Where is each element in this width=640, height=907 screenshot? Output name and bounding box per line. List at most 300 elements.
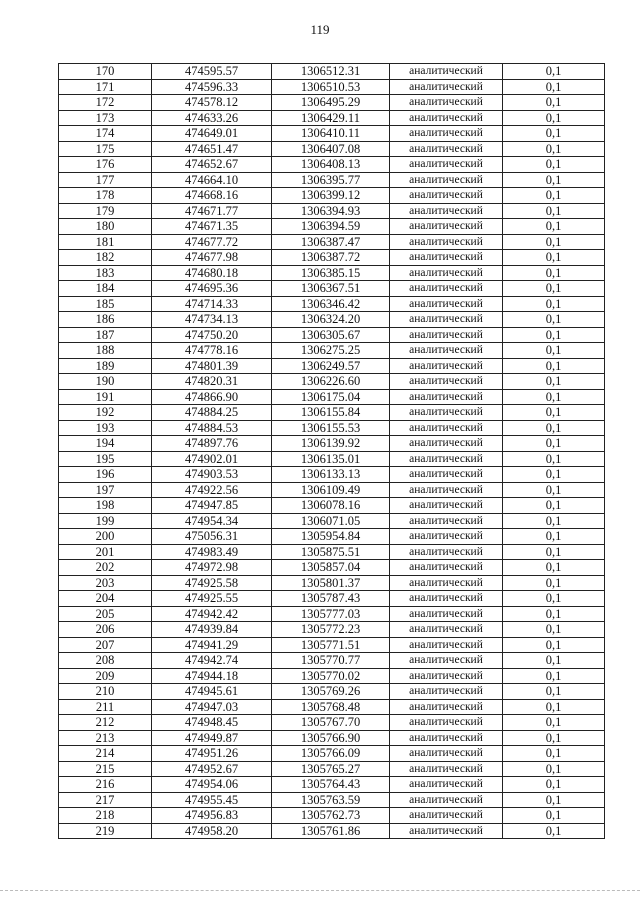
accuracy-cell: 0,1 xyxy=(503,792,605,808)
point-number-cell: 213 xyxy=(59,730,152,746)
x-coordinate-cell: 474595.57 xyxy=(152,64,272,80)
y-coordinate-cell: 1306410.11 xyxy=(272,126,390,142)
method-cell: аналитический xyxy=(390,343,503,359)
table-row xyxy=(59,126,605,142)
point-number-cell: 206 xyxy=(59,622,152,638)
y-coordinate-cell: 1306305.67 xyxy=(272,327,390,343)
x-coordinate-cell: 474578.12 xyxy=(152,95,272,111)
accuracy-cell: 0,1 xyxy=(503,622,605,638)
point-number-cell: 212 xyxy=(59,715,152,731)
method-cell: аналитический xyxy=(390,482,503,498)
x-coordinate-cell: 474596.33 xyxy=(152,79,272,95)
point-number-cell: 205 xyxy=(59,606,152,622)
y-coordinate-cell: 1305857.04 xyxy=(272,560,390,576)
point-number-cell: 189 xyxy=(59,358,152,374)
x-coordinate-cell: 474954.34 xyxy=(152,513,272,529)
x-coordinate-cell: 474941.29 xyxy=(152,637,272,653)
point-number-cell: 174 xyxy=(59,126,152,142)
method-cell: аналитический xyxy=(390,389,503,405)
accuracy-cell: 0,1 xyxy=(503,529,605,545)
table-row xyxy=(59,730,605,746)
method-cell: аналитический xyxy=(390,141,503,157)
accuracy-cell: 0,1 xyxy=(503,498,605,514)
x-coordinate-cell: 474671.77 xyxy=(152,203,272,219)
y-coordinate-cell: 1306394.93 xyxy=(272,203,390,219)
accuracy-cell: 0,1 xyxy=(503,79,605,95)
y-coordinate-cell: 1306395.77 xyxy=(272,172,390,188)
accuracy-cell: 0,1 xyxy=(503,157,605,173)
point-number-cell: 177 xyxy=(59,172,152,188)
y-coordinate-cell: 1305875.51 xyxy=(272,544,390,560)
accuracy-cell: 0,1 xyxy=(503,575,605,591)
table-row xyxy=(59,203,605,219)
point-number-cell: 218 xyxy=(59,808,152,824)
y-coordinate-cell: 1306078.16 xyxy=(272,498,390,514)
method-cell: аналитический xyxy=(390,374,503,390)
point-number-cell: 211 xyxy=(59,699,152,715)
y-coordinate-cell: 1305765.27 xyxy=(272,761,390,777)
method-cell: аналитический xyxy=(390,296,503,312)
method-cell: аналитический xyxy=(390,64,503,80)
point-number-cell: 209 xyxy=(59,668,152,684)
accuracy-cell: 0,1 xyxy=(503,467,605,483)
method-cell: аналитический xyxy=(390,281,503,297)
accuracy-cell: 0,1 xyxy=(503,343,605,359)
accuracy-cell: 0,1 xyxy=(503,203,605,219)
x-coordinate-cell: 474948.45 xyxy=(152,715,272,731)
table-row xyxy=(59,141,605,157)
y-coordinate-cell: 1306512.31 xyxy=(272,64,390,80)
method-cell: аналитический xyxy=(390,544,503,560)
accuracy-cell: 0,1 xyxy=(503,451,605,467)
x-coordinate-cell: 474922.56 xyxy=(152,482,272,498)
point-number-cell: 191 xyxy=(59,389,152,405)
y-coordinate-cell: 1305769.26 xyxy=(272,684,390,700)
method-cell: аналитический xyxy=(390,405,503,421)
table-row xyxy=(59,668,605,684)
method-cell: аналитический xyxy=(390,172,503,188)
accuracy-cell: 0,1 xyxy=(503,591,605,607)
x-coordinate-cell: 474972.98 xyxy=(152,560,272,576)
accuracy-cell: 0,1 xyxy=(503,219,605,235)
method-cell: аналитический xyxy=(390,126,503,142)
accuracy-cell: 0,1 xyxy=(503,544,605,560)
point-number-cell: 193 xyxy=(59,420,152,436)
coordinates-table xyxy=(58,63,605,839)
x-coordinate-cell: 474884.25 xyxy=(152,405,272,421)
x-coordinate-cell: 474903.53 xyxy=(152,467,272,483)
y-coordinate-cell: 1305770.77 xyxy=(272,653,390,669)
table-row xyxy=(59,374,605,390)
method-cell: аналитический xyxy=(390,157,503,173)
accuracy-cell: 0,1 xyxy=(503,188,605,204)
accuracy-cell: 0,1 xyxy=(503,730,605,746)
accuracy-cell: 0,1 xyxy=(503,141,605,157)
table-row xyxy=(59,560,605,576)
x-coordinate-cell: 474939.84 xyxy=(152,622,272,638)
point-number-cell: 194 xyxy=(59,436,152,452)
y-coordinate-cell: 1305772.23 xyxy=(272,622,390,638)
accuracy-cell: 0,1 xyxy=(503,234,605,250)
table-row xyxy=(59,575,605,591)
table-row xyxy=(59,777,605,793)
method-cell: аналитический xyxy=(390,823,503,839)
x-coordinate-cell: 474820.31 xyxy=(152,374,272,390)
y-coordinate-cell: 1306495.29 xyxy=(272,95,390,111)
y-coordinate-cell: 1305766.09 xyxy=(272,746,390,762)
y-coordinate-cell: 1306385.15 xyxy=(272,265,390,281)
accuracy-cell: 0,1 xyxy=(503,436,605,452)
y-coordinate-cell: 1306346.42 xyxy=(272,296,390,312)
point-number-cell: 201 xyxy=(59,544,152,560)
table-row xyxy=(59,436,605,452)
method-cell: аналитический xyxy=(390,792,503,808)
accuracy-cell: 0,1 xyxy=(503,761,605,777)
accuracy-cell: 0,1 xyxy=(503,420,605,436)
x-coordinate-cell: 474955.45 xyxy=(152,792,272,808)
accuracy-cell: 0,1 xyxy=(503,637,605,653)
accuracy-cell: 0,1 xyxy=(503,64,605,80)
accuracy-cell: 0,1 xyxy=(503,513,605,529)
y-coordinate-cell: 1305761.86 xyxy=(272,823,390,839)
y-coordinate-cell: 1306407.08 xyxy=(272,141,390,157)
method-cell: аналитический xyxy=(390,358,503,374)
table-row xyxy=(59,823,605,839)
accuracy-cell: 0,1 xyxy=(503,746,605,762)
x-coordinate-cell: 474651.47 xyxy=(152,141,272,157)
table-row xyxy=(59,808,605,824)
table-row xyxy=(59,219,605,235)
table-row xyxy=(59,172,605,188)
method-cell: аналитический xyxy=(390,234,503,250)
table-row xyxy=(59,513,605,529)
point-number-cell: 185 xyxy=(59,296,152,312)
point-number-cell: 197 xyxy=(59,482,152,498)
x-coordinate-cell: 475056.31 xyxy=(152,529,272,545)
table-row xyxy=(59,343,605,359)
y-coordinate-cell: 1306275.25 xyxy=(272,343,390,359)
table-row xyxy=(59,110,605,126)
method-cell: аналитический xyxy=(390,808,503,824)
y-coordinate-cell: 1305787.43 xyxy=(272,591,390,607)
table-row xyxy=(59,157,605,173)
table-row xyxy=(59,389,605,405)
y-coordinate-cell: 1306175.04 xyxy=(272,389,390,405)
method-cell: аналитический xyxy=(390,79,503,95)
accuracy-cell: 0,1 xyxy=(503,281,605,297)
y-coordinate-cell: 1306510.53 xyxy=(272,79,390,95)
accuracy-cell: 0,1 xyxy=(503,296,605,312)
method-cell: аналитический xyxy=(390,653,503,669)
point-number-cell: 176 xyxy=(59,157,152,173)
x-coordinate-cell: 474778.16 xyxy=(152,343,272,359)
point-number-cell: 182 xyxy=(59,250,152,266)
accuracy-cell: 0,1 xyxy=(503,126,605,142)
x-coordinate-cell: 474750.20 xyxy=(152,327,272,343)
method-cell: аналитический xyxy=(390,715,503,731)
point-number-cell: 192 xyxy=(59,405,152,421)
y-coordinate-cell: 1305801.37 xyxy=(272,575,390,591)
accuracy-cell: 0,1 xyxy=(503,374,605,390)
x-coordinate-cell: 474958.20 xyxy=(152,823,272,839)
x-coordinate-cell: 474677.72 xyxy=(152,234,272,250)
table-row xyxy=(59,529,605,545)
y-coordinate-cell: 1306109.49 xyxy=(272,482,390,498)
table-row xyxy=(59,761,605,777)
method-cell: аналитический xyxy=(390,637,503,653)
point-number-cell: 202 xyxy=(59,560,152,576)
method-cell: аналитический xyxy=(390,250,503,266)
table-row xyxy=(59,420,605,436)
table-row xyxy=(59,746,605,762)
point-number-cell: 219 xyxy=(59,823,152,839)
accuracy-cell: 0,1 xyxy=(503,482,605,498)
y-coordinate-cell: 1306133.13 xyxy=(272,467,390,483)
table-row xyxy=(59,358,605,374)
table-row xyxy=(59,498,605,514)
point-number-cell: 196 xyxy=(59,467,152,483)
y-coordinate-cell: 1306429.11 xyxy=(272,110,390,126)
point-number-cell: 190 xyxy=(59,374,152,390)
accuracy-cell: 0,1 xyxy=(503,405,605,421)
point-number-cell: 184 xyxy=(59,281,152,297)
x-coordinate-cell: 474633.26 xyxy=(152,110,272,126)
x-coordinate-cell: 474671.35 xyxy=(152,219,272,235)
table-row xyxy=(59,234,605,250)
y-coordinate-cell: 1306387.72 xyxy=(272,250,390,266)
point-number-cell: 216 xyxy=(59,777,152,793)
x-coordinate-cell: 474947.03 xyxy=(152,699,272,715)
table-row xyxy=(59,451,605,467)
table-row xyxy=(59,482,605,498)
method-cell: аналитический xyxy=(390,761,503,777)
y-coordinate-cell: 1305770.02 xyxy=(272,668,390,684)
y-coordinate-cell: 1305763.59 xyxy=(272,792,390,808)
y-coordinate-cell: 1305764.43 xyxy=(272,777,390,793)
accuracy-cell: 0,1 xyxy=(503,358,605,374)
x-coordinate-cell: 474680.18 xyxy=(152,265,272,281)
point-number-cell: 198 xyxy=(59,498,152,514)
table-row xyxy=(59,296,605,312)
table-row xyxy=(59,327,605,343)
y-coordinate-cell: 1305954.84 xyxy=(272,529,390,545)
point-number-cell: 183 xyxy=(59,265,152,281)
y-coordinate-cell: 1305768.48 xyxy=(272,699,390,715)
accuracy-cell: 0,1 xyxy=(503,312,605,328)
y-coordinate-cell: 1306408.13 xyxy=(272,157,390,173)
table-row xyxy=(59,312,605,328)
y-coordinate-cell: 1306155.53 xyxy=(272,420,390,436)
accuracy-cell: 0,1 xyxy=(503,808,605,824)
point-number-cell: 200 xyxy=(59,529,152,545)
y-coordinate-cell: 1306367.51 xyxy=(272,281,390,297)
method-cell: аналитический xyxy=(390,575,503,591)
point-number-cell: 188 xyxy=(59,343,152,359)
table-row xyxy=(59,637,605,653)
y-coordinate-cell: 1306249.57 xyxy=(272,358,390,374)
point-number-cell: 173 xyxy=(59,110,152,126)
x-coordinate-cell: 474952.67 xyxy=(152,761,272,777)
x-coordinate-cell: 474954.06 xyxy=(152,777,272,793)
y-coordinate-cell: 1305777.03 xyxy=(272,606,390,622)
method-cell: аналитический xyxy=(390,668,503,684)
x-coordinate-cell: 474902.01 xyxy=(152,451,272,467)
point-number-cell: 217 xyxy=(59,792,152,808)
x-coordinate-cell: 474944.18 xyxy=(152,668,272,684)
method-cell: аналитический xyxy=(390,420,503,436)
point-number-cell: 207 xyxy=(59,637,152,653)
method-cell: аналитический xyxy=(390,513,503,529)
accuracy-cell: 0,1 xyxy=(503,699,605,715)
table-row xyxy=(59,405,605,421)
accuracy-cell: 0,1 xyxy=(503,653,605,669)
accuracy-cell: 0,1 xyxy=(503,777,605,793)
page-bottom-rule xyxy=(0,890,640,891)
method-cell: аналитический xyxy=(390,746,503,762)
accuracy-cell: 0,1 xyxy=(503,668,605,684)
table-row xyxy=(59,684,605,700)
accuracy-cell: 0,1 xyxy=(503,715,605,731)
y-coordinate-cell: 1306387.47 xyxy=(272,234,390,250)
page-number: 119 xyxy=(310,22,330,37)
x-coordinate-cell: 474897.76 xyxy=(152,436,272,452)
x-coordinate-cell: 474956.83 xyxy=(152,808,272,824)
table-row xyxy=(59,792,605,808)
method-cell: аналитический xyxy=(390,498,503,514)
table-row xyxy=(59,653,605,669)
point-number-cell: 187 xyxy=(59,327,152,343)
y-coordinate-cell: 1306226.60 xyxy=(272,374,390,390)
table-row xyxy=(59,467,605,483)
x-coordinate-cell: 474983.49 xyxy=(152,544,272,560)
point-number-cell: 180 xyxy=(59,219,152,235)
accuracy-cell: 0,1 xyxy=(503,389,605,405)
point-number-cell: 179 xyxy=(59,203,152,219)
point-number-cell: 181 xyxy=(59,234,152,250)
point-number-cell: 208 xyxy=(59,653,152,669)
point-number-cell: 215 xyxy=(59,761,152,777)
y-coordinate-cell: 1306399.12 xyxy=(272,188,390,204)
point-number-cell: 171 xyxy=(59,79,152,95)
point-number-cell: 203 xyxy=(59,575,152,591)
x-coordinate-cell: 474668.16 xyxy=(152,188,272,204)
x-coordinate-cell: 474649.01 xyxy=(152,126,272,142)
x-coordinate-cell: 474942.74 xyxy=(152,653,272,669)
x-coordinate-cell: 474652.67 xyxy=(152,157,272,173)
point-number-cell: 172 xyxy=(59,95,152,111)
method-cell: аналитический xyxy=(390,699,503,715)
method-cell: аналитический xyxy=(390,684,503,700)
method-cell: аналитический xyxy=(390,467,503,483)
method-cell: аналитический xyxy=(390,436,503,452)
y-coordinate-cell: 1306324.20 xyxy=(272,312,390,328)
table-row xyxy=(59,79,605,95)
y-coordinate-cell: 1305771.51 xyxy=(272,637,390,653)
table-row xyxy=(59,622,605,638)
x-coordinate-cell: 474951.26 xyxy=(152,746,272,762)
method-cell: аналитический xyxy=(390,622,503,638)
accuracy-cell: 0,1 xyxy=(503,560,605,576)
method-cell: аналитический xyxy=(390,95,503,111)
method-cell: аналитический xyxy=(390,777,503,793)
method-cell: аналитический xyxy=(390,265,503,281)
y-coordinate-cell: 1305767.70 xyxy=(272,715,390,731)
point-number-cell: 210 xyxy=(59,684,152,700)
accuracy-cell: 0,1 xyxy=(503,606,605,622)
y-coordinate-cell: 1305766.90 xyxy=(272,730,390,746)
table-row xyxy=(59,64,605,80)
point-number-cell: 199 xyxy=(59,513,152,529)
accuracy-cell: 0,1 xyxy=(503,327,605,343)
method-cell: аналитический xyxy=(390,560,503,576)
y-coordinate-cell: 1306135.01 xyxy=(272,451,390,467)
x-coordinate-cell: 474695.36 xyxy=(152,281,272,297)
method-cell: аналитический xyxy=(390,312,503,328)
y-coordinate-cell: 1306155.84 xyxy=(272,405,390,421)
method-cell: аналитический xyxy=(390,110,503,126)
y-coordinate-cell: 1306071.05 xyxy=(272,513,390,529)
accuracy-cell: 0,1 xyxy=(503,823,605,839)
table-row xyxy=(59,250,605,266)
x-coordinate-cell: 474866.90 xyxy=(152,389,272,405)
accuracy-cell: 0,1 xyxy=(503,265,605,281)
x-coordinate-cell: 474947.85 xyxy=(152,498,272,514)
x-coordinate-cell: 474925.55 xyxy=(152,591,272,607)
accuracy-cell: 0,1 xyxy=(503,250,605,266)
table-row xyxy=(59,188,605,204)
table-row xyxy=(59,281,605,297)
method-cell: аналитический xyxy=(390,529,503,545)
table-row xyxy=(59,715,605,731)
method-cell: аналитический xyxy=(390,451,503,467)
method-cell: аналитический xyxy=(390,327,503,343)
method-cell: аналитический xyxy=(390,730,503,746)
accuracy-cell: 0,1 xyxy=(503,95,605,111)
method-cell: аналитический xyxy=(390,606,503,622)
x-coordinate-cell: 474801.39 xyxy=(152,358,272,374)
point-number-cell: 195 xyxy=(59,451,152,467)
method-cell: аналитический xyxy=(390,219,503,235)
method-cell: аналитический xyxy=(390,188,503,204)
accuracy-cell: 0,1 xyxy=(503,172,605,188)
table-row xyxy=(59,606,605,622)
y-coordinate-cell: 1306394.59 xyxy=(272,219,390,235)
y-coordinate-cell: 1306139.92 xyxy=(272,436,390,452)
accuracy-cell: 0,1 xyxy=(503,684,605,700)
x-coordinate-cell: 474714.33 xyxy=(152,296,272,312)
table-body xyxy=(59,64,605,839)
point-number-cell: 170 xyxy=(59,64,152,80)
point-number-cell: 214 xyxy=(59,746,152,762)
table-row xyxy=(59,95,605,111)
table-row xyxy=(59,544,605,560)
y-coordinate-cell: 1305762.73 xyxy=(272,808,390,824)
x-coordinate-cell: 474949.87 xyxy=(152,730,272,746)
point-number-cell: 204 xyxy=(59,591,152,607)
table-row xyxy=(59,591,605,607)
x-coordinate-cell: 474925.58 xyxy=(152,575,272,591)
point-number-cell: 175 xyxy=(59,141,152,157)
x-coordinate-cell: 474942.42 xyxy=(152,606,272,622)
method-cell: аналитический xyxy=(390,591,503,607)
table-row xyxy=(59,265,605,281)
x-coordinate-cell: 474664.10 xyxy=(152,172,272,188)
accuracy-cell: 0,1 xyxy=(503,110,605,126)
point-number-cell: 178 xyxy=(59,188,152,204)
x-coordinate-cell: 474945.61 xyxy=(152,684,272,700)
method-cell: аналитический xyxy=(390,203,503,219)
point-number-cell: 186 xyxy=(59,312,152,328)
